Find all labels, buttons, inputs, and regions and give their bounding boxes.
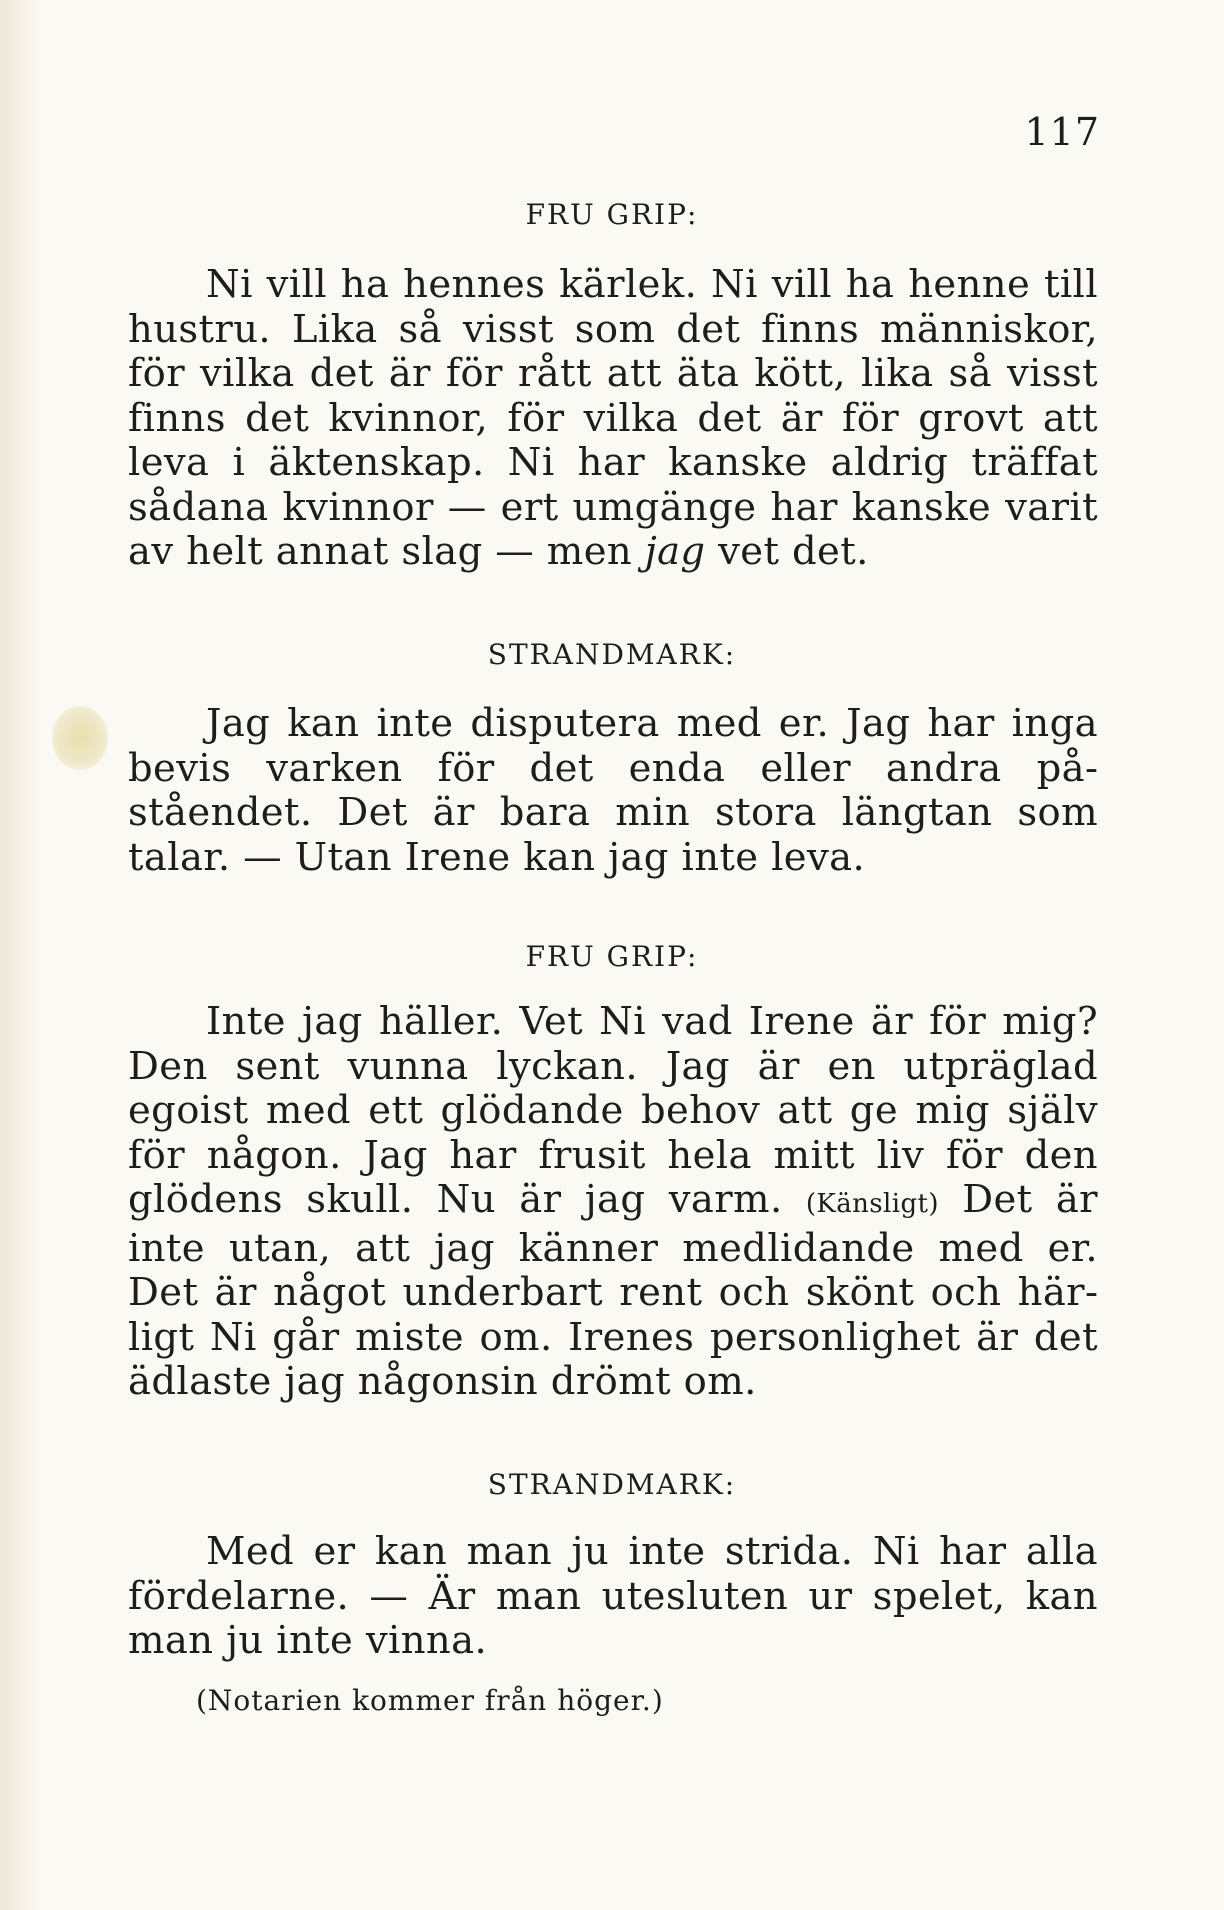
dialogue-paragraph: Jag kan inte disputera med er. Jag har inga bevis varken för det enda eller andra påståendet. Det är bara min stora längtan som talar. — Utan Irene kan jag inte leva. [128,701,1098,880]
speaker-label: STRANDMARK: [487,638,737,671]
dialogue-text: Ni vill ha hennes kärlek. Ni vill ha henne till hustru. Lika så visst som det finns människor, för vilka det är för rått att äta kött, lika så visst finns det kvinnor, för vilka det är för grovt att leva i äktenskap. Ni har kanske aldrig träffat sådana kvinnor — ert umgänge har kanske varit av helt annat slag — men [128,262,1098,574]
aside-text: (Känsligt) [805,1189,939,1219]
speaker-label: FRU GRIP: [525,198,699,231]
dialogue-paragraph: Med er kan man ju inte strida. Ni har alla fördelarne. — Är man utesluten ur spelet, kan man ju inte vinna. [128,1529,1098,1663]
emphasis-text: jag [644,529,706,574]
speaker-label: STRANDMARK: [487,1468,737,1501]
dialogue-paragraph [128,263,1098,575]
dialogue-text-tail: vet det. [705,529,869,574]
dialogue-text: Inte jag häller. Vet Ni vad Irene är för mig? Den sent vunna lyckan. Jag är en utpräglad egoist med ett glödande behov att ge mig själv för någon. Jag har frusit hela mitt liv för den glödens skull. Nu är jag varm. [128,999,1098,1222]
dialogue-paragraph [128,1000,1098,1405]
dialogue-text-after: Det är inte utan, att jag känner medlidande med er. Det är något underbart rent och skönt och härligt Ni går miste om. Irenes personlighet är det ädlaste jag någonsin drömt om. [128,1177,1098,1404]
stage-direction: (Notarien kommer från höger.) [196,1684,664,1717]
paper-stain [52,706,108,770]
page-number: 117 [1024,110,1100,154]
speaker-label: FRU GRIP: [525,940,699,973]
